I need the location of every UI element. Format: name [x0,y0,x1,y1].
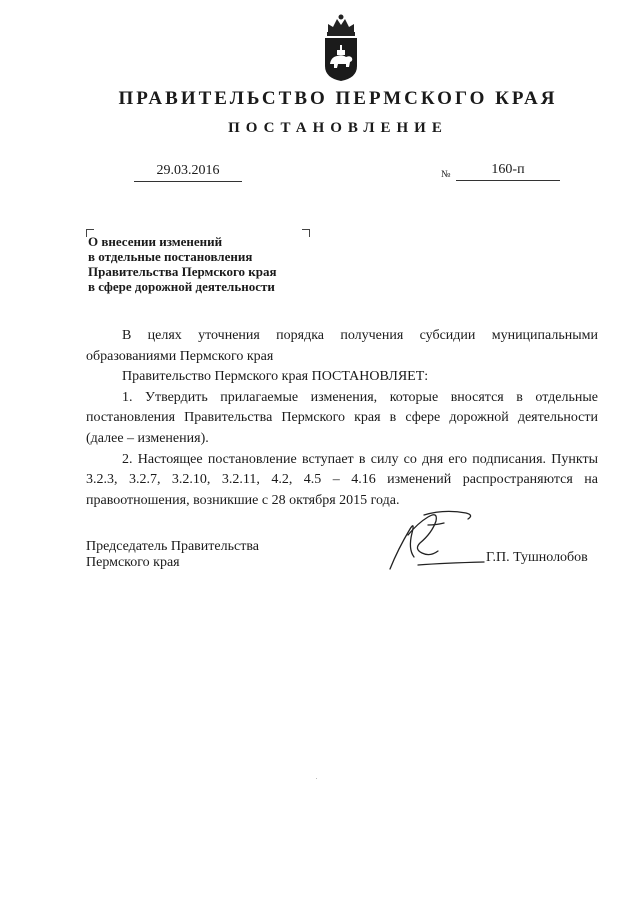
scan-speck [316,778,317,779]
subject-line: О внесении изменений [88,234,223,249]
subject-line: в сфере дорожной деятельности [88,279,275,294]
body-paragraph-item-2: 2. Настоящее постановление вступает в силу со дня его подписания. Пункты 3.2.3, 3.2.7, 3.2.10, 3.2.11, 4.2, 4.5 – 4.16 изменений распространяются на правоотношения, возникшие с 28 октября 2015 года. [86,451,598,508]
subject-line: в отдельные постановления [88,249,253,264]
document-number: 160-п [491,162,525,177]
body-paragraph-item-1: 1. Утвердить прилагаемые изменения, которые вносятся в отдельные постановления Правительства Пермского края в сфере дорожной деятельности (далее – изменения). [86,389,598,446]
coat-of-arms-icon [320,12,362,82]
document-date: 29.03.2016 [156,163,220,178]
signer-title [86,539,259,571]
subject-line: Правительства Пермского края [88,264,277,279]
body-paragraph-preamble: В целях уточнения порядка получения субсидии муниципальными образованиями Пермского края [86,328,598,364]
signer-name: Г.П. Тушнолобов [486,550,588,565]
body-paragraph-resolves: Правительство Пермского края ПОСТАНОВЛЯЕТ: [122,369,429,385]
number-sign: № [441,169,451,180]
number-underline [456,180,560,181]
document-body [86,326,598,511]
signer-title-line: Пермского края [86,555,180,570]
date-underline [134,181,242,182]
document-subject [88,234,348,294]
handwritten-signature-icon [384,505,496,575]
signer-title-line: Председатель Правительства [86,539,259,554]
document-type: ПОСТАНОВЛЕНИЕ [228,120,448,136]
organization-title: ПРАВИТЕЛЬСТВО ПЕРМСКОГО КРАЯ [118,88,558,109]
